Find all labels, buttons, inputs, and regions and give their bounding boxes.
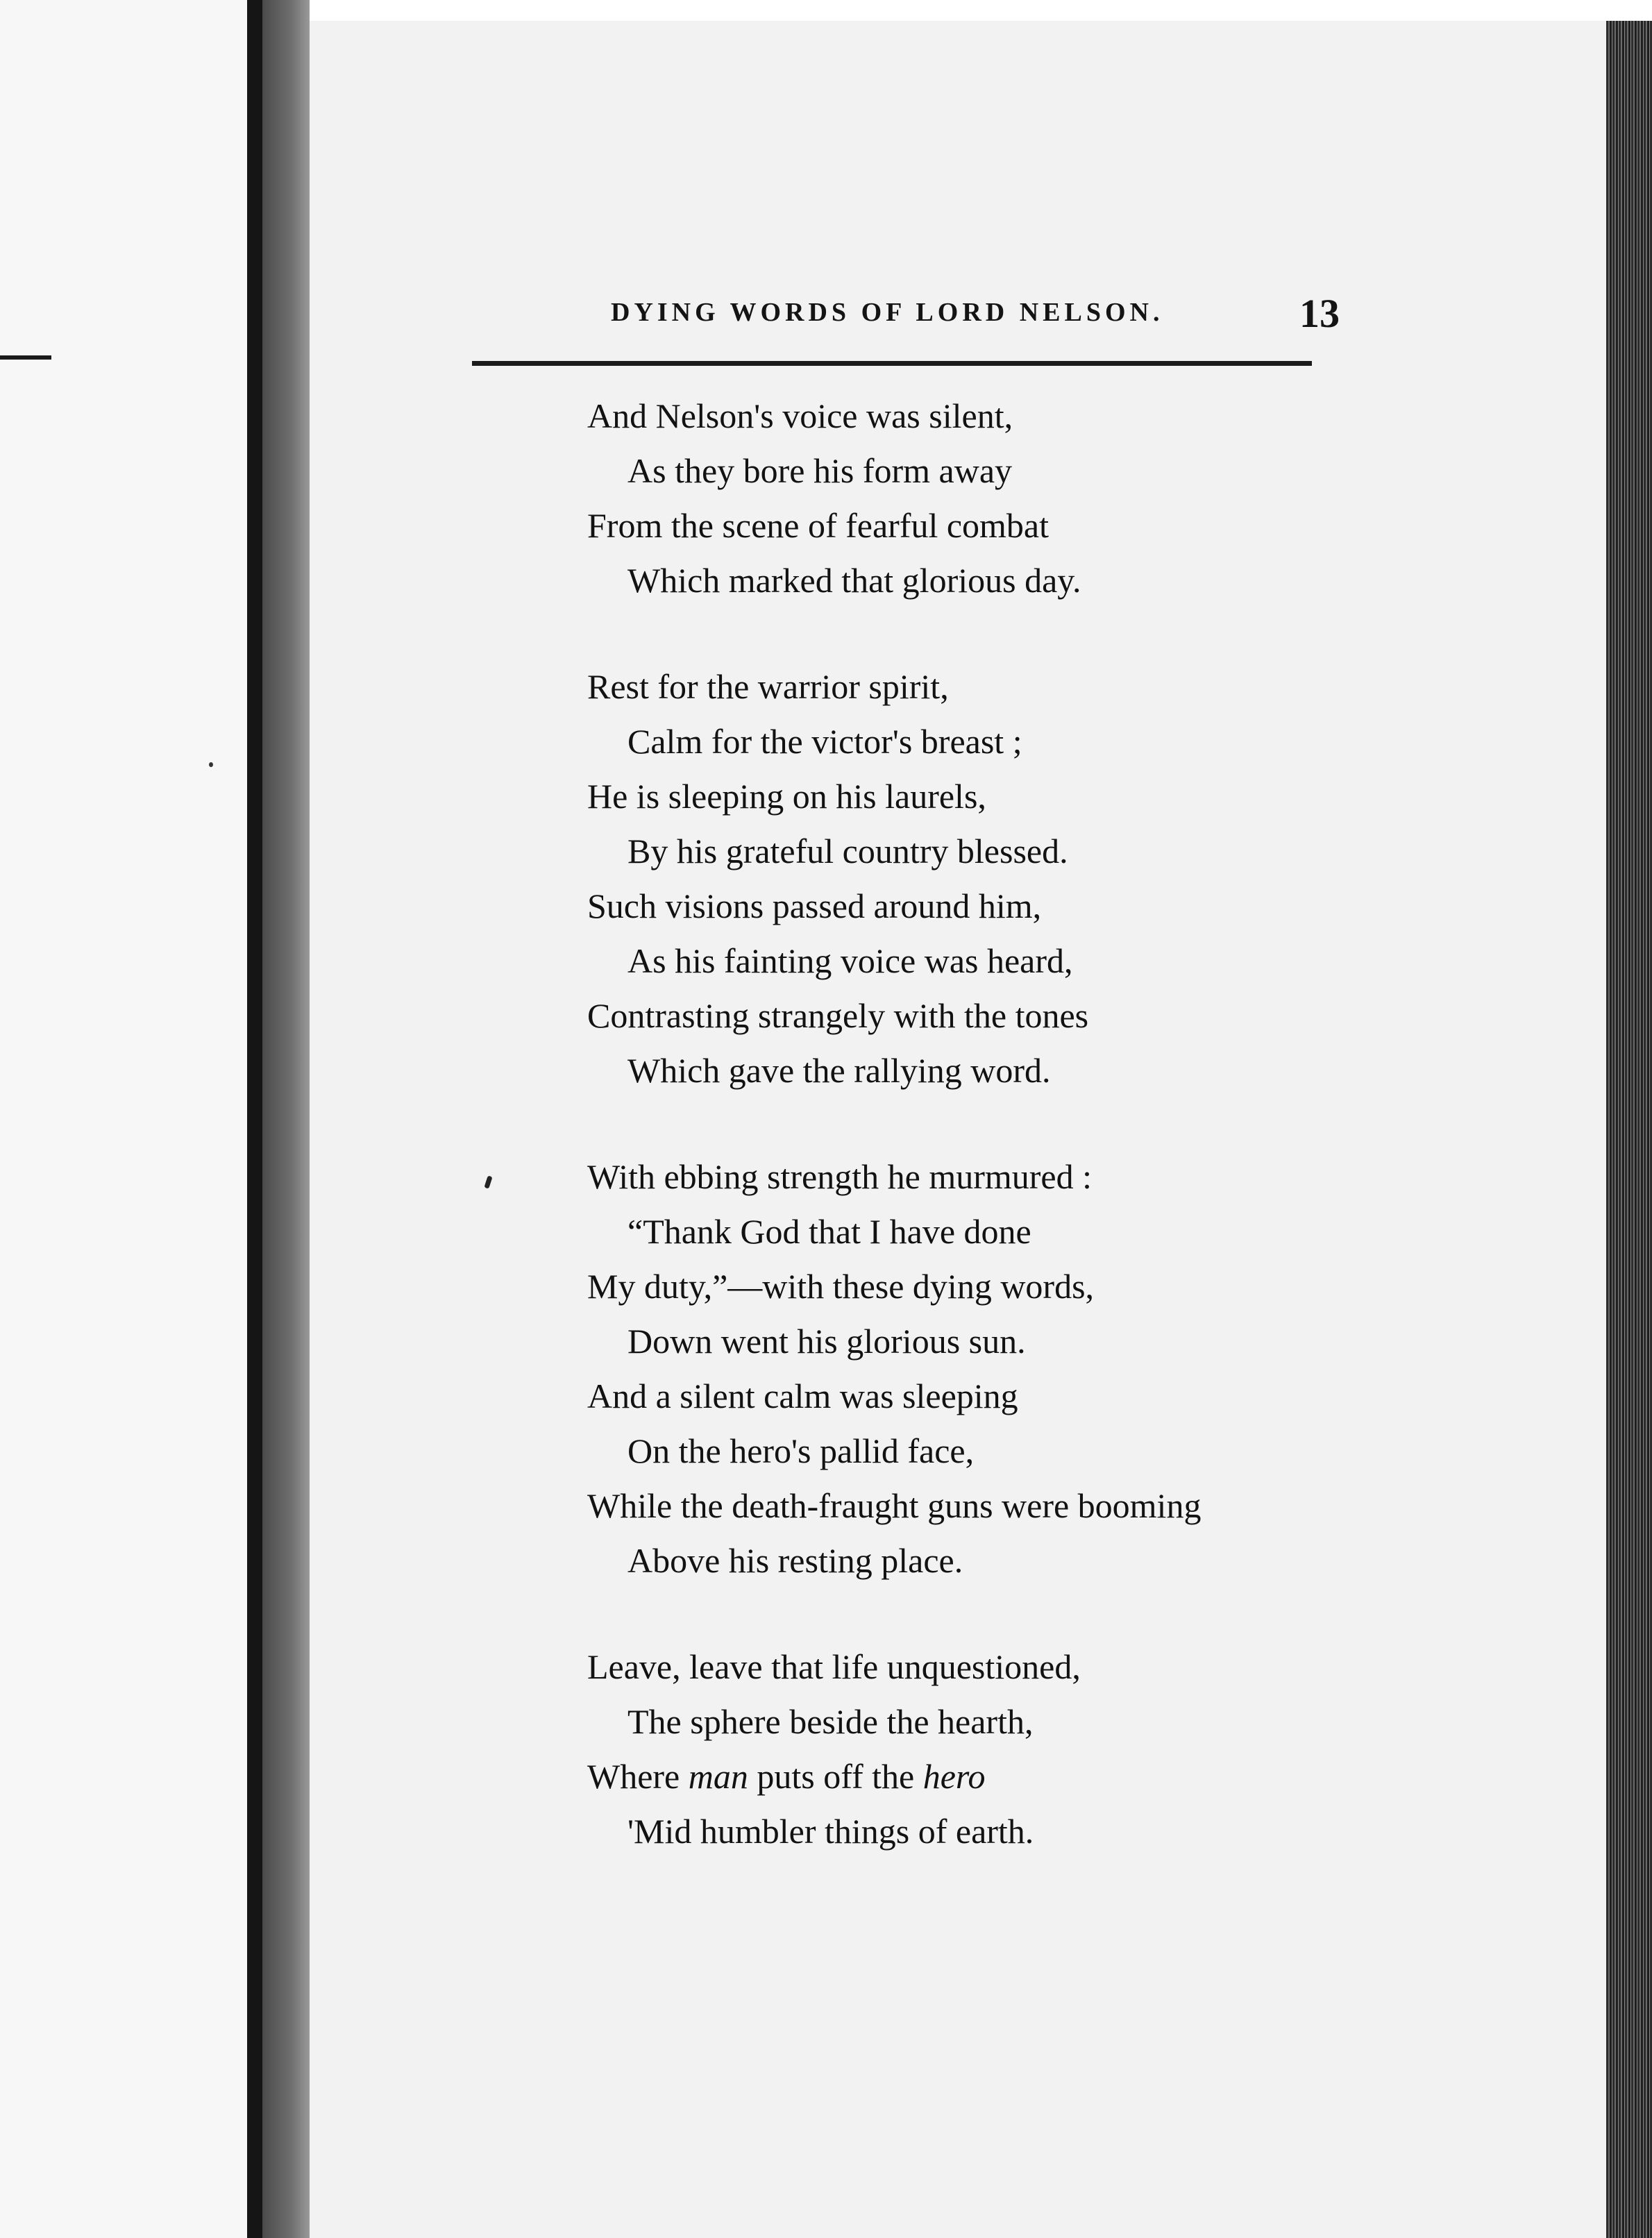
verse-line: The sphere beside the hearth, [627, 1702, 1034, 1741]
verse-line: As his fainting voice was heard, [627, 941, 1073, 980]
stanza-4 [587, 1640, 1351, 1859]
verse-line: “Thank God that I have done [627, 1212, 1031, 1251]
running-title: DYING WORDS OF LORD NELSON. [611, 298, 1164, 327]
stanza-1 [587, 389, 1351, 608]
verse-line: Which marked that glorious day. [627, 561, 1081, 600]
verse-line: Calm for the victor's breast ; [627, 722, 1022, 761]
page-number: 13 [1299, 291, 1340, 336]
verse-line: Leave, leave that life unquestioned, [587, 1647, 1081, 1686]
left-page [0, 0, 247, 2238]
verse-line: Such visions passed around him, [587, 886, 1042, 925]
scan-margin [310, 0, 1652, 21]
italic-word: man [688, 1757, 748, 1796]
stanza-2 [587, 659, 1351, 1098]
verse-line: On the hero's pallid face, [627, 1431, 975, 1470]
verse-line: From the scene of fearful combat [587, 506, 1050, 545]
poem [587, 389, 1351, 1910]
header-rule [472, 361, 1312, 366]
verse-line: He is sleeping on his laurels, [587, 777, 986, 816]
verse-line [587, 1749, 1351, 1804]
stanza-3 [587, 1150, 1351, 1588]
running-head [611, 290, 1340, 339]
verse-line: With ebbing strength he murmured : [587, 1157, 1093, 1196]
verse-line: And Nelson's voice was silent, [587, 396, 1013, 435]
verse-line: 'Mid humbler things of earth. [627, 1812, 1034, 1851]
gutter-shadow [247, 0, 262, 2238]
verse-line: As they bore his form away [627, 451, 1013, 490]
verse-line: Above his resting place. [627, 1541, 963, 1580]
verse-line: And a silent calm was sleeping [587, 1377, 1018, 1415]
italic-word: hero [922, 1757, 986, 1796]
verse-line: Contrasting strangely with the tones [587, 996, 1089, 1035]
ink-speck [209, 762, 213, 767]
verse-line: While the death-fraught guns were booming [587, 1486, 1202, 1525]
verse-line: Down went his glorious sun. [627, 1322, 1026, 1361]
verse-line: By his grateful country blessed. [627, 832, 1068, 870]
left-page-rule [0, 355, 51, 360]
verse-text: puts off the [757, 1757, 915, 1796]
verse-text: Where [587, 1757, 680, 1796]
page-edges [1606, 21, 1652, 2238]
verse-line: Which gave the rallying word. [627, 1051, 1051, 1090]
verse-line: My duty,”—with these dying words, [587, 1267, 1095, 1306]
verse-line: Rest for the warrior spirit, [587, 667, 949, 706]
